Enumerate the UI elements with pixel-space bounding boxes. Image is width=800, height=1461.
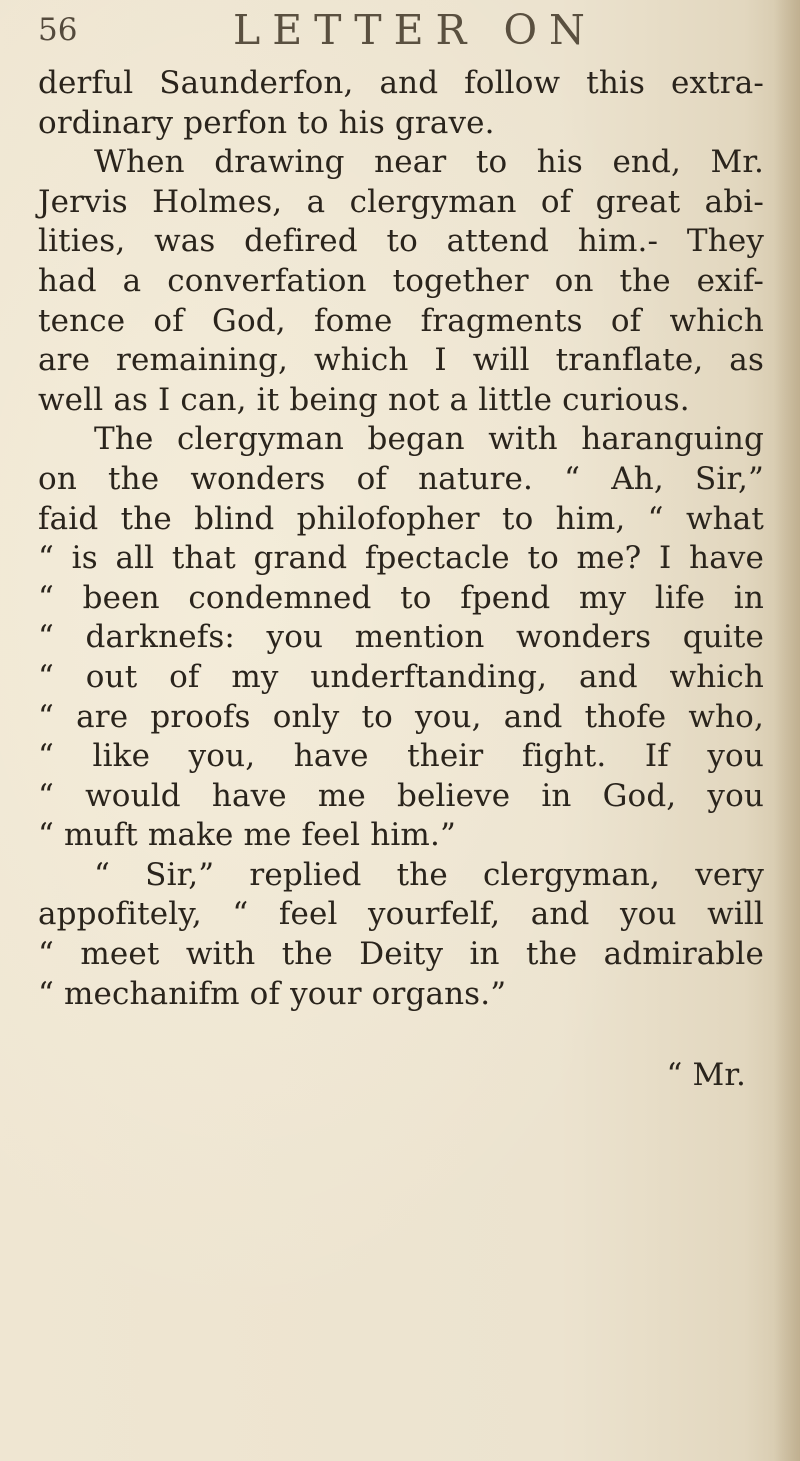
text-line: well as I can, it being not a little curious. bbox=[38, 381, 690, 418]
text-line: When drawing near to his end, Mr. bbox=[94, 144, 764, 181]
text-line: “ been condemned to fpend my life in bbox=[38, 579, 764, 616]
text-line: Jervis Holmes, a clergyman of great abi- bbox=[38, 183, 764, 220]
text-line: “ would have me believe in God, you bbox=[38, 777, 764, 814]
page-number: 56 bbox=[38, 12, 78, 48]
page-edge-shadow bbox=[774, 0, 800, 1461]
text-line: are remaining, which I will tranflate, as bbox=[38, 342, 764, 379]
text-line: “ mechanifm of your organs.” bbox=[38, 975, 507, 1012]
text-line: “ like you, have their fight. If you bbox=[38, 738, 764, 775]
text-line: “ out of my underftanding, and which bbox=[38, 658, 764, 695]
spacer bbox=[38, 1014, 764, 1056]
text-line: derful Saunderfon, and follow this extra- bbox=[38, 65, 764, 101]
text-line: had a converfation together on the exif- bbox=[38, 262, 764, 299]
page-header bbox=[38, 6, 778, 56]
text-line: appofitely, “ feel yourfelf, and you will bbox=[38, 896, 764, 933]
text-line: “ darknefs: you mention wonders quite bbox=[38, 619, 764, 656]
text-line: “ muft make me feel him.” bbox=[38, 817, 456, 854]
text-line: The clergyman began with haranguing bbox=[94, 421, 764, 458]
text-line: faid the blind philofopher to him, “ what bbox=[38, 500, 764, 537]
catchword: “ Mr. bbox=[666, 1057, 746, 1094]
text-line: “ Sir,” replied the clergyman, very bbox=[94, 856, 764, 893]
text-line: ordinary perfon to his grave. bbox=[38, 104, 495, 141]
body-text bbox=[38, 64, 764, 1096]
text-line: on the wonders of nature. “ Ah, Sir,” bbox=[38, 460, 764, 497]
text-line: “ are proofs only to you, and thofe who, bbox=[38, 698, 764, 735]
text-line: “ meet with the Deity in the admirable bbox=[38, 936, 764, 973]
running-head: LETTER ON bbox=[233, 6, 597, 54]
text-line: lities, was defired to attend him.- They bbox=[38, 223, 764, 260]
text-line: “ is all that grand fpectacle to me? I have bbox=[38, 540, 764, 577]
text-line: tence of God, fome fragments of which bbox=[38, 302, 764, 339]
